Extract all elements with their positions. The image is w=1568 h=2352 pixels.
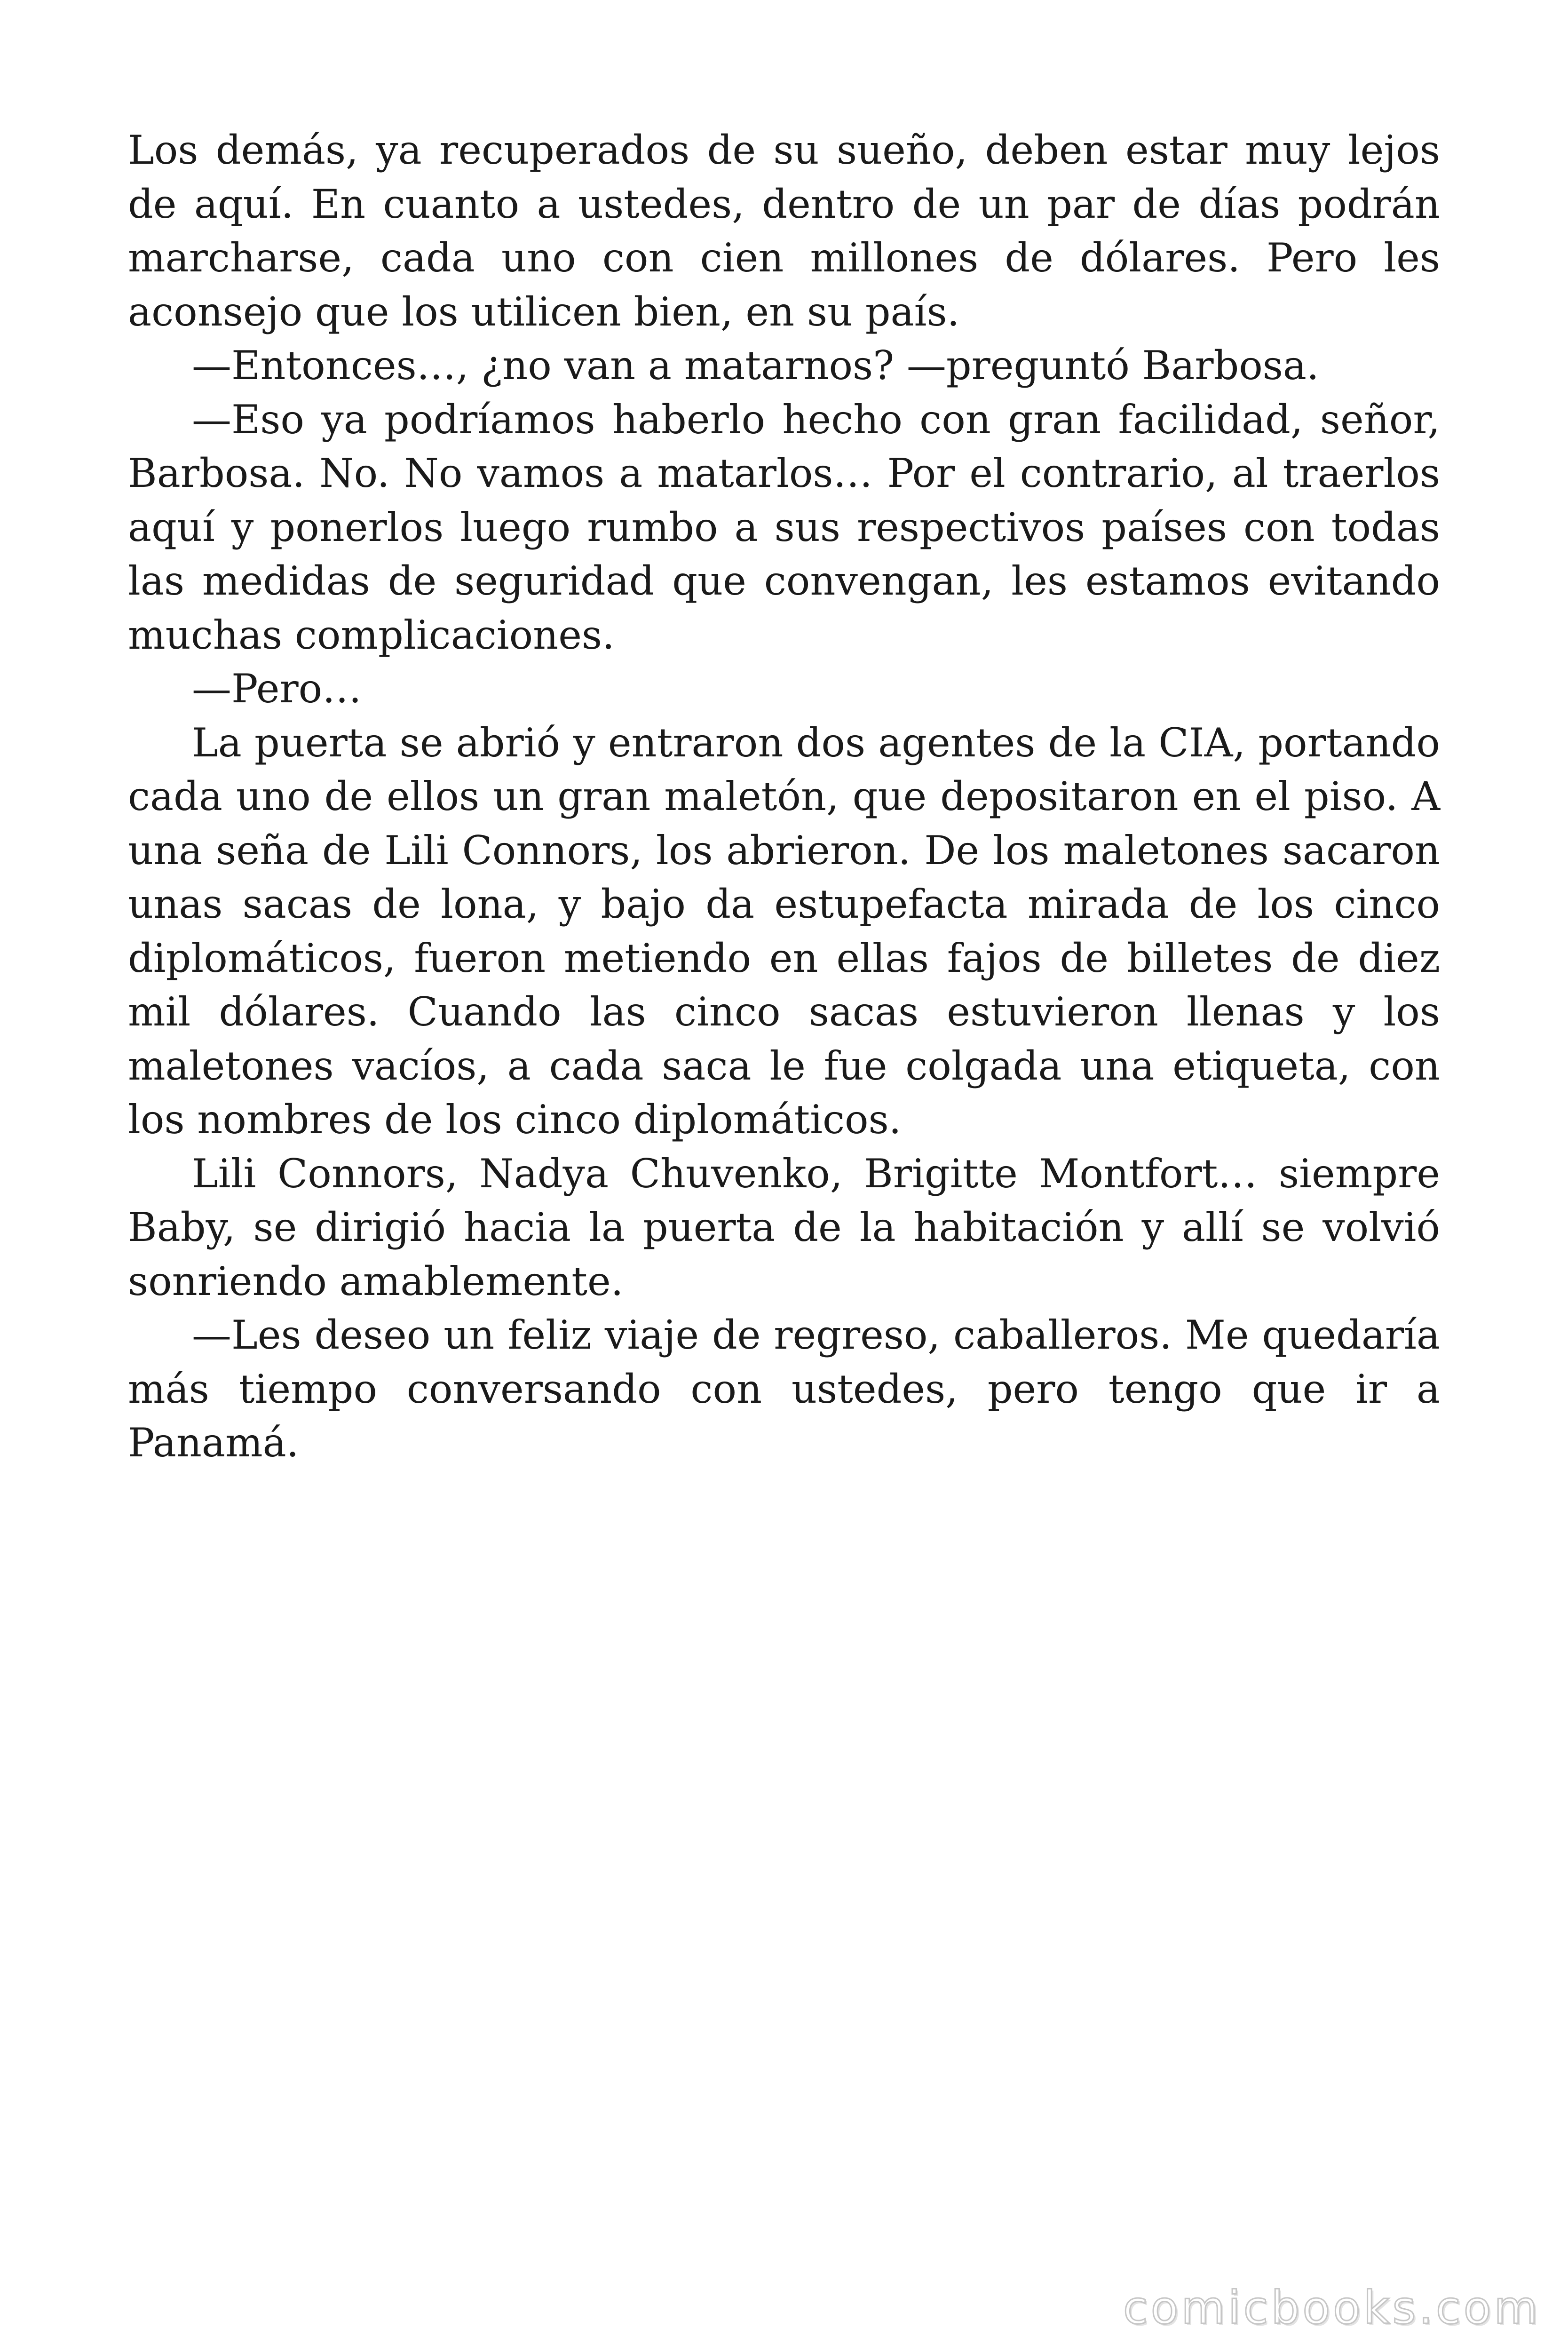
paragraph: —Eso ya podríamos haberlo hecho con gran facilidad, señor, Barbosa. No. No vamos a matarlos… Por el contrario, al traerlos aquí y ponerlos luego rumbo a sus respectivos países con todas las medidas de seguridad que convengan, les estamos evitando muchas complicaciones. [128,396,1440,658]
site-watermark: comicbooks.com [1123,2281,1541,2334]
body-text [128,123,1440,1470]
paragraph: —Les deseo un feliz viaje de regreso, caballeros. Me quedaría más tiempo conversando con ustedes, pero tengo que ir a Panamá. [128,1312,1440,1466]
paragraph: La puerta se abrió y entraron dos agentes de la CIA, portando cada uno de ellos un gran maletón, que depositaron en el piso. A una seña de Lili Connors, los abrieron. De los maletones sacaron unas sacas de lona, y bajo da estupefacta mirada de los cinco diplomáticos, fueron metiendo en ellas fajos de billetes de diez mil dólares. Cuando las cinco sacas estuvieron llenas y los maletones vacíos, a cada saca le fue colgada una etiqueta, con los nombres de los cinco diplomáticos. [128,719,1440,1143]
paragraph: Los demás, ya recuperados de su sueño, deben estar muy lejos de aquí. En cuanto a ustedes, dentro de un par de días podrán marcharse, cada uno con cien millones de dólares. Pero les aconsejo que los utilicen bien, en su país. [128,127,1440,335]
paragraph: —Entonces…, ¿no van a matarnos? —preguntó Barbosa. [192,342,1319,389]
paragraph: —Pero… [192,666,362,712]
paragraph: Lili Connors, Nadya Chuvenko, Brigitte Montfort… siempre Baby, se dirigió hacia la puerta de la habitación y allí se volvió sonriendo amablemente. [128,1150,1440,1304]
